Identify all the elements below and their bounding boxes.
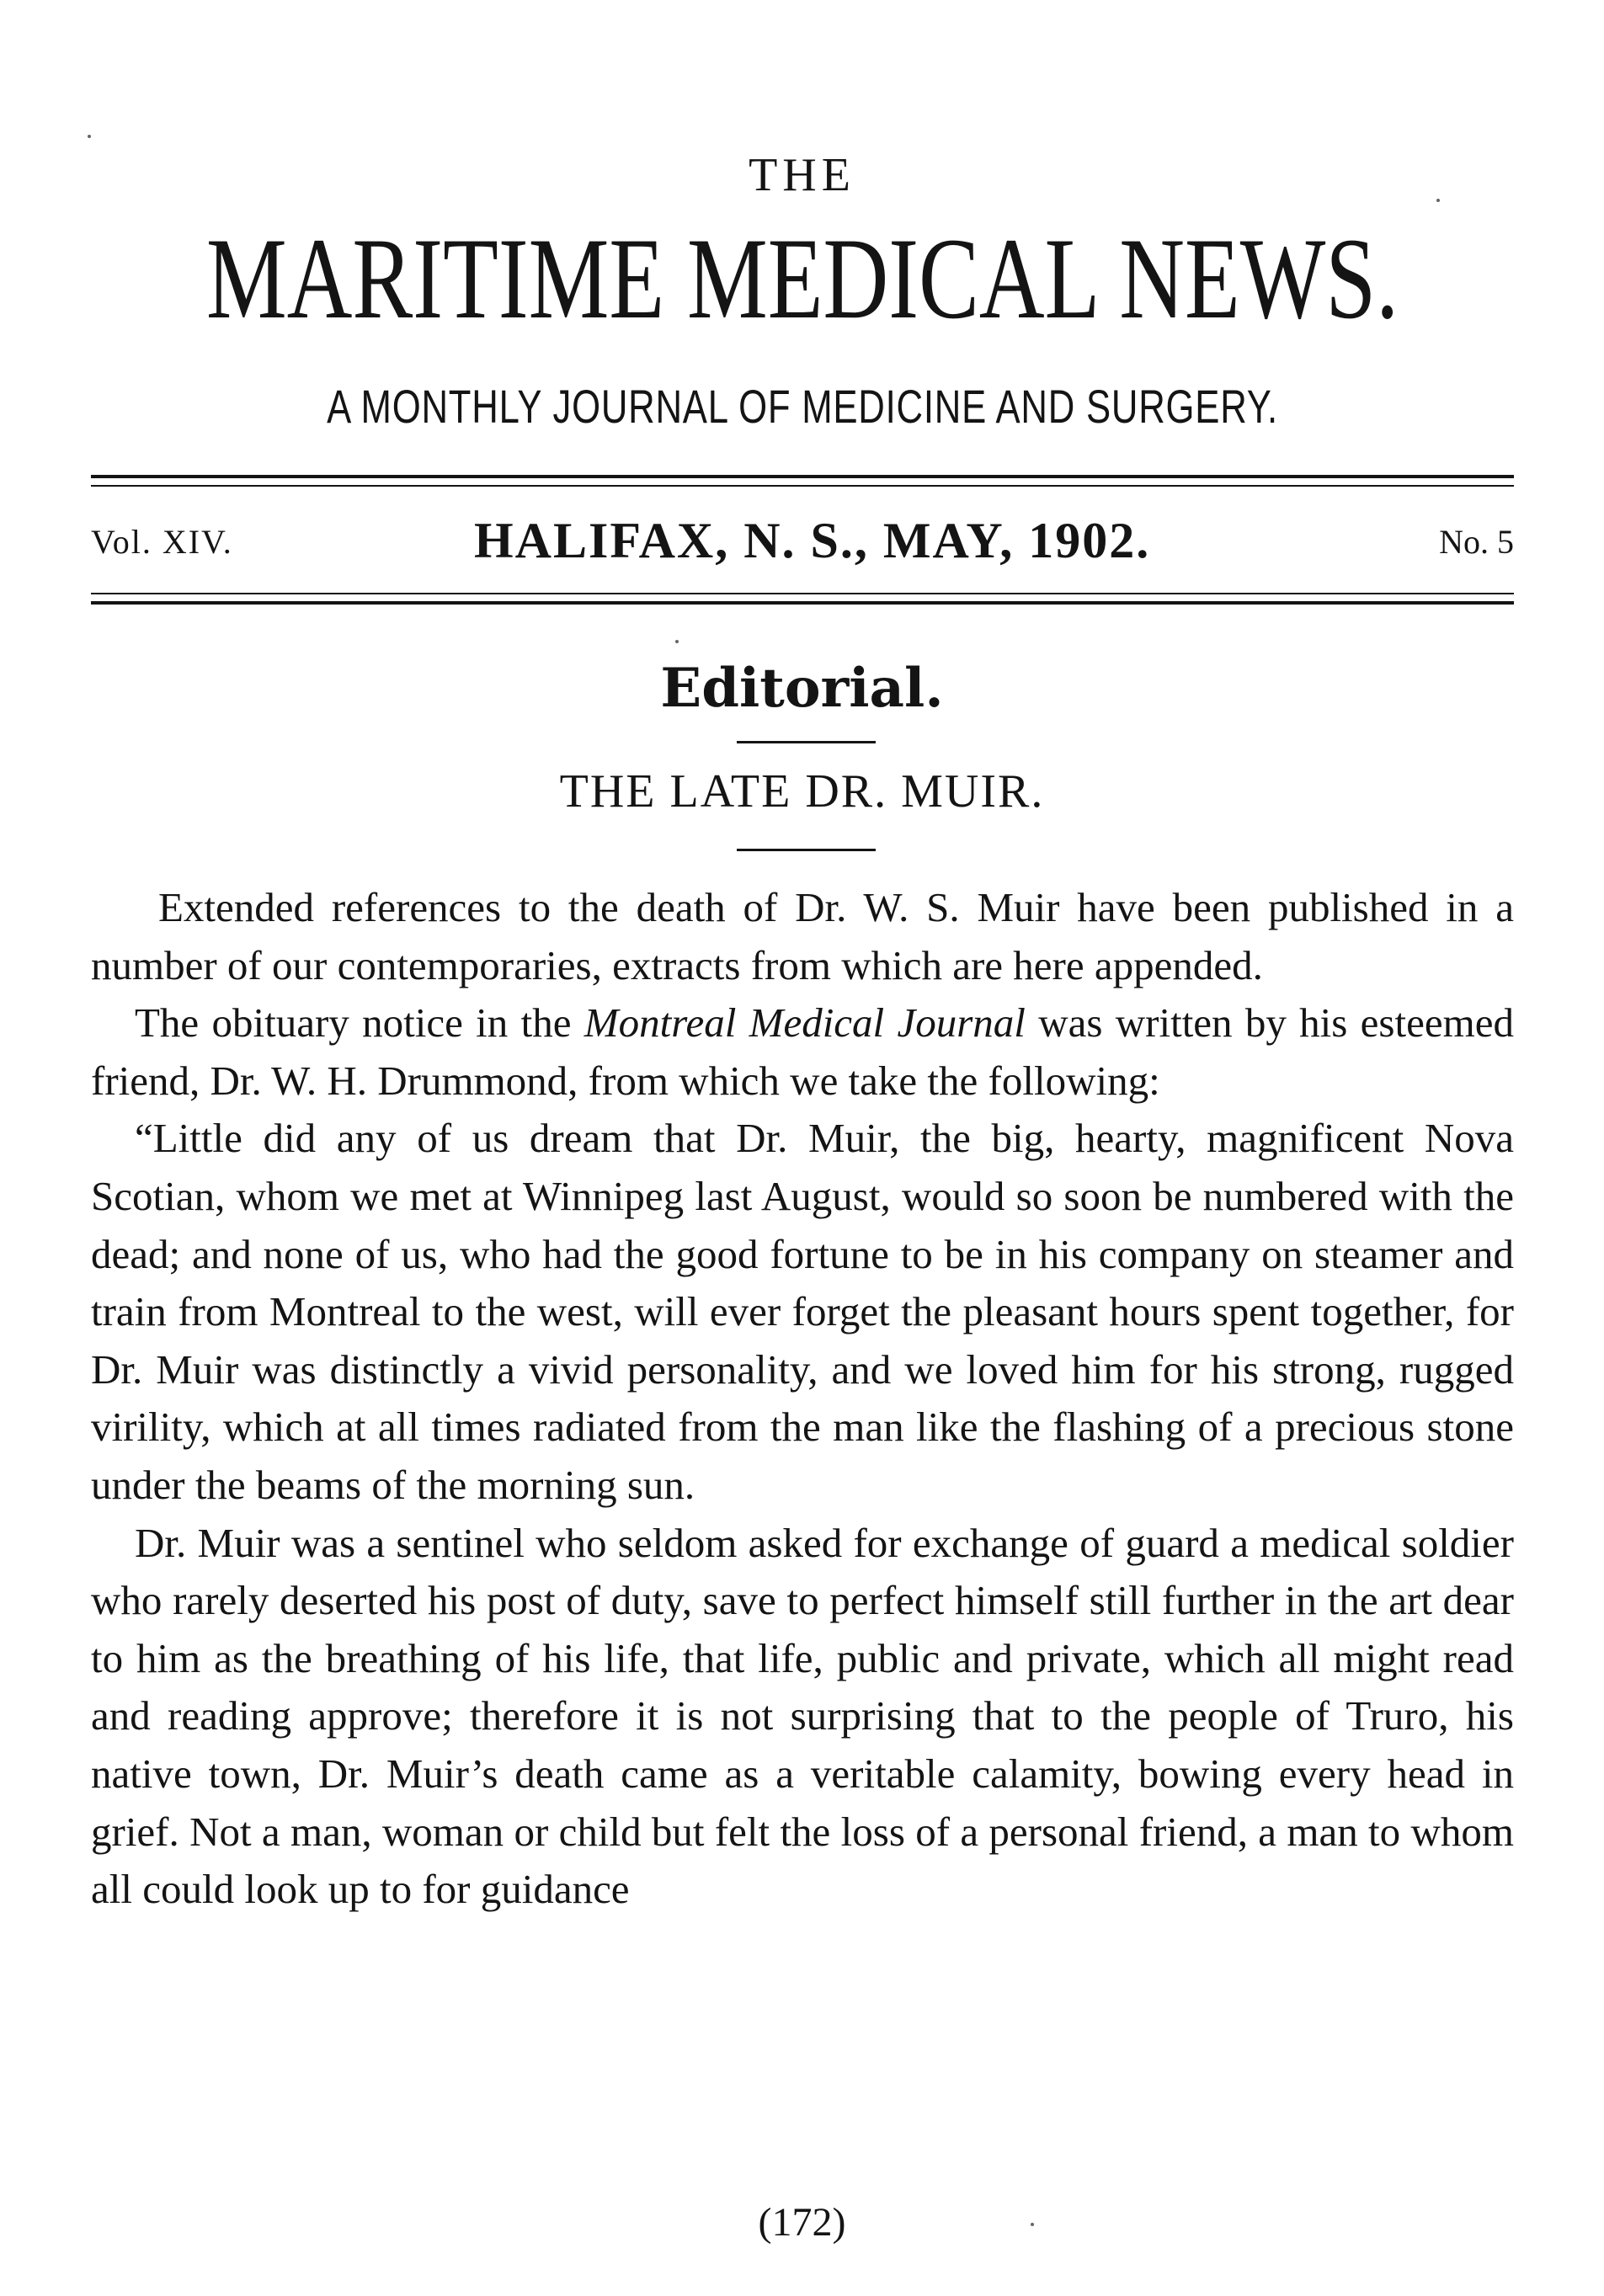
bottom-rule-thin: [91, 593, 1514, 594]
paragraph-2-lead: The obituary notice in the: [135, 999, 584, 1047]
journal-name: Montreal Medical Journal: [584, 999, 1026, 1047]
top-rule-thin: [91, 485, 1514, 487]
place-date: HALIFAX, N. S., MAY, 1902.: [474, 513, 1151, 568]
heading-divider: [737, 741, 876, 743]
print-speck: [88, 135, 91, 138]
dateline: [91, 512, 1514, 571]
section-heading: Editorial.: [660, 657, 944, 720]
volume-label: Vol. XIV.: [91, 523, 233, 561]
page-number: (172): [758, 2200, 846, 2245]
article-title: THE LATE DR. MUIR.: [559, 765, 1045, 818]
journal-subtitle: A MONTHLY JOURNAL OF MEDICINE AND SURGERY.: [327, 380, 1278, 433]
issue-number: No. 5: [1439, 523, 1514, 561]
bottom-rule-thick: [91, 601, 1514, 605]
paragraph-3-quote: “Little did any of us dream that Dr. Muir, the big, hearty, magnificent Nova Scotian, whom we met at Winnipeg last August, would so soon be numbered with the dead; and none of us, who had the good fortune to be in his company on steamer and train from Montreal to the west, will ever forget the pleasant hours spent together, for Dr. Muir was distinctly a vivid personality, and we loved him for his strong, rugged virility, which at all times radiated from the man like the flashing of a precious stone under the beams of the morning sun.: [91, 1115, 1514, 1508]
paragraph-4: Dr. Muir was a sentinel who seldom asked for exchange of guard a medical soldier who rarely deserted his post of duty, save to perfect himself still further in the art dear to him as the breathing of his life, that life, public and private, which all might read and reading approve; therefore it is not surprising that to the people of Truro, his native town, Dr. Muir’s death came as a veritable calamity, bowing every head in grief. Not a man, woman or child but felt the loss of a personal friend, a man to whom all could look up to for guidance: [91, 1519, 1514, 1913]
paragraph-1: Extended references to the death of Dr. W. S. Muir have been published in a number of our contemporaries, extracts from which are here appended.: [91, 884, 1514, 988]
journal-title: MARITIME MEDICAL NEWS.: [205, 214, 1399, 343]
masthead-the: THE: [749, 149, 855, 201]
print-speck: [675, 640, 679, 643]
paragraph-2-rest: was written by his esteemed friend, Dr. W. H. Drummond, from which we take the following:: [91, 999, 1514, 1104]
title-divider: [737, 849, 876, 851]
paragraph-2: [91, 994, 1514, 1110]
article-body: [91, 879, 1514, 1919]
top-rule-thick: [91, 475, 1514, 478]
print-speck: [1436, 199, 1440, 202]
print-speck: [1031, 2223, 1034, 2226]
